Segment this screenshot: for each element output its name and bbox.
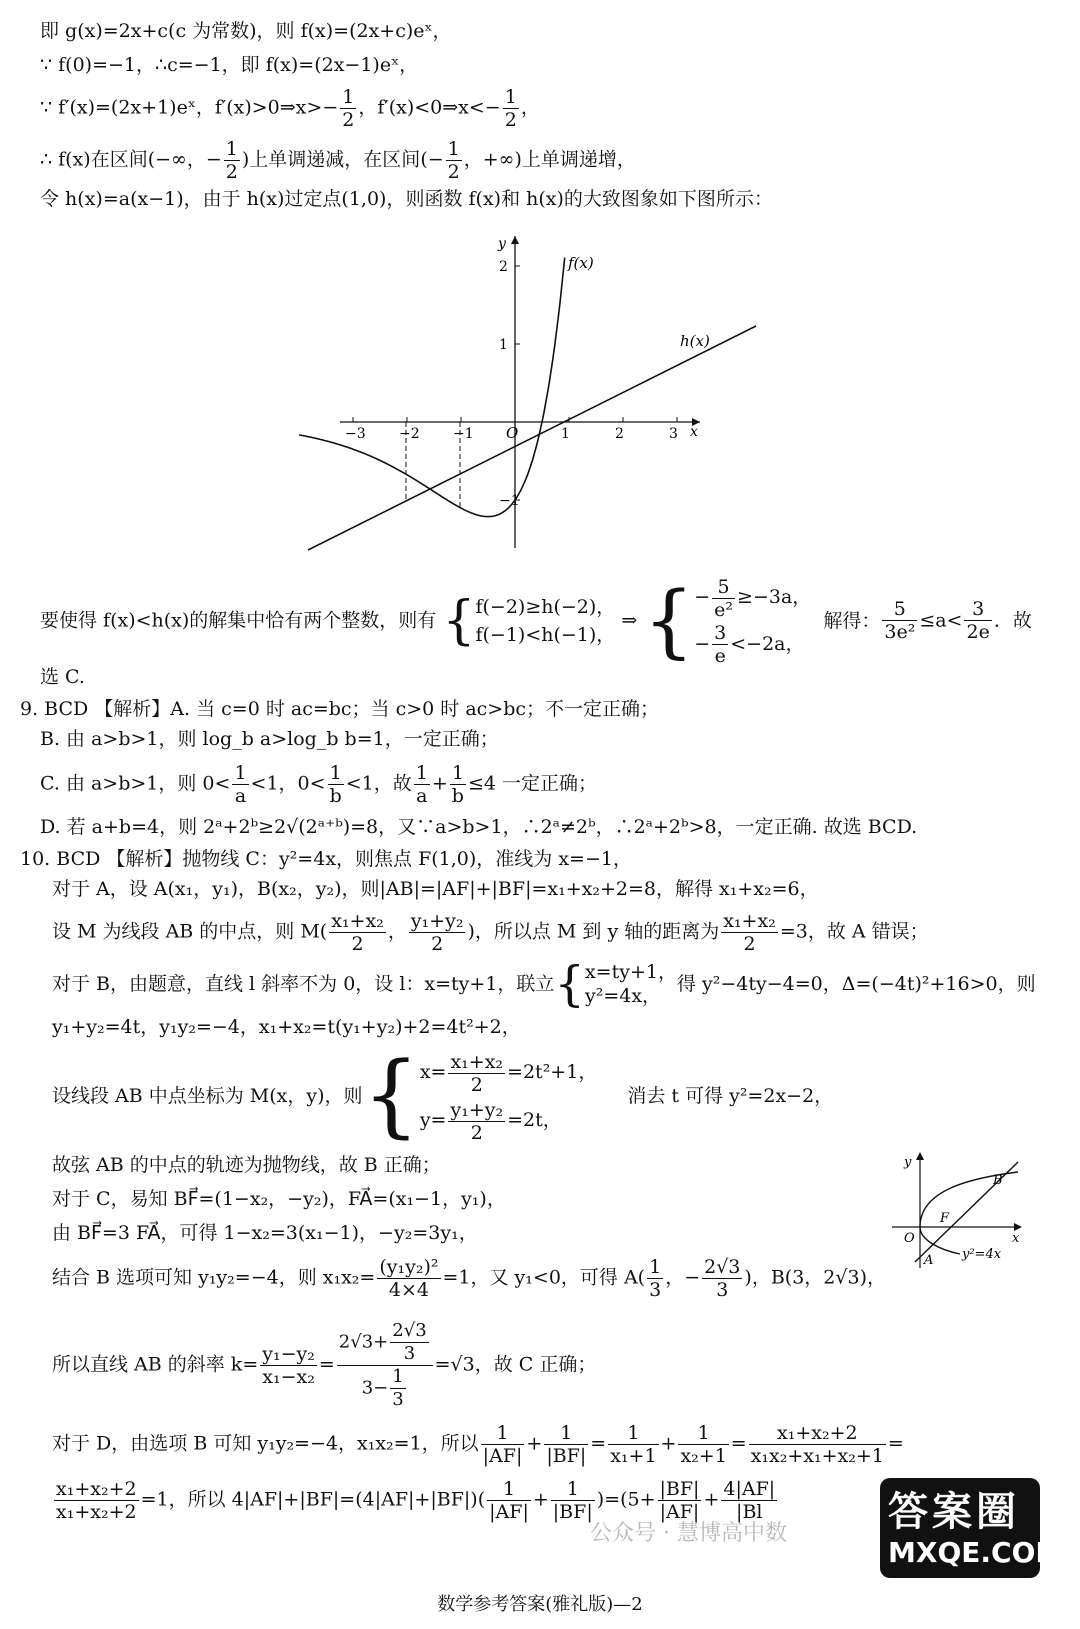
- x-tick-label: 1: [561, 426, 570, 442]
- text: ∵ f′(x)=(2x+1)eˣ，f′(x)>0⇒x>−: [40, 96, 339, 119]
- text-line: 对于 B，由题意，直线 l 斜率不为 0，设 l：x=ty+1，联立{ x=ty+1， y²=4x， 得 y²−4ty−4=0，Δ=(−4t)²+16>0，则: [52, 956, 1036, 1012]
- text-line: 设 M 为线段 AB 的中点，则 M( $\frac{\text{x₁+x₂}}{2}$ ， $\frac{\text{y₁+y₂}}{2}$ )，所以点 M 到 y 轴的距离为 $\frac{\text{x₁+x₂}}{2}$ =3，故 A 错误；: [52, 910, 929, 955]
- parabola-equation: y²=4x: [962, 1247, 1002, 1262]
- point-a-label: A: [924, 1253, 934, 1268]
- text-line: ∴ f(x)在区间(−∞，− $\frac{1}{2}$ )上单调递减，在区间(− $\frac{1}{2}$ ，+∞)上单调递增，: [40, 138, 636, 183]
- x-tick-label: −1: [453, 426, 474, 442]
- x-axis-label: x: [1012, 1231, 1020, 1246]
- watermark-logo: 答案圈 MXQE.COM: [880, 1478, 1060, 1588]
- text-line: C. 由 a>b>1，则 0< $\frac{1}{a}$ <1，0< $\frac{1}{b}$ <1，故 $\frac{1}{a}$ + $\frac{1}{b}$ ≤4 一定正确；: [40, 762, 598, 807]
- text-line: 10. BCD 【解析】抛物线 C：y²=4x，则焦点 F(1,0)，准线为 x=−1，: [20, 848, 632, 870]
- point-b-label: B: [993, 1173, 1003, 1188]
- text-line: D. 若 a+b=4，则 2ᵃ+2ᵇ≥2√(2ᵃ⁺ᵇ)=8，又∵a>b>1，∴2ᵃ≠2ᵇ，∴2ᵃ+2ᵇ>8，一定正确. 故选 BCD.: [40, 816, 918, 838]
- y-tick-label: 1: [499, 337, 508, 353]
- text-line: y₁+y₂=4t，y₁y₂=−4，x₁+x₂=t(y₁+y₂)+2=4t²+2，: [52, 1016, 521, 1038]
- x-axis-label: x: [690, 424, 698, 440]
- f-curve: [299, 258, 565, 517]
- text-line: B. 由 a>b>1，则 log_b a>log_b b=1，一定正确；: [40, 728, 499, 750]
- origin-label: O: [904, 1231, 915, 1246]
- text-line: 对于 C，易知 BF⃗=(1−x₂，−y₂)，FA⃗=(x₁−1，y₁)，: [52, 1188, 506, 1210]
- text-line: 由 BF⃗=3 FA⃗，可得 1−x₂=3(x₁−1)，−y₂=3y₁，: [52, 1222, 478, 1244]
- y-axis-label: y: [904, 1155, 912, 1170]
- x-tick-label: 2: [615, 426, 624, 442]
- text: ，f′(x)<0⇒x<−: [358, 96, 501, 119]
- text-line: 对于 A，设 A(x₁，y₁)，B(x₂，y₂)，则|AB|=|AF|+|BF|=x₁+x₂+2=8，解得 x₁+x₂=6，: [52, 878, 819, 900]
- text-line: 9. BCD 【解析】A. 当 c=0 时 ac=bc；当 c>0 时 ac>bc；不一定正确；: [20, 698, 660, 720]
- function-graph: [280, 228, 760, 558]
- fraction: $\frac{1}{2}$: [504, 86, 517, 131]
- text-line: 结合 B 选项可知 y₁y₂=−4，则 x₁x₂= $\frac{\text{(y₁y₂)²}}{4\times 4}$ =1，又 y₁<0，可得 A( $\frac{1}{3}$ ，− $\frac{2√3}{3}$ )，B(3，2√3)，: [52, 1256, 886, 1301]
- h-line: [308, 326, 756, 550]
- equation-system: − $\frac{5}{\text{e²}}$ ≥−3a， − $\frac{3}{e}$ <−2a，: [694, 575, 812, 667]
- text-line: 要使得 f(x)<h(x)的解集中恰有两个整数，则有 { f(−2)≥h(−2)， f(−1)<h(−1)， ⇒ { − $\frac{5}{\text{e²}}$ ≥−3a， − $\frac{3}{e}$ <−2a， 解得： $\frac{5}{\text{3e²}}$ ≤a< $\frac{3}{2e}$ ．故: [40, 573, 1032, 667]
- parabola-graph: [890, 1150, 1025, 1270]
- text-line: 即 g(x)=2x+c(c 为常数)，则 f(x)=(2x+c)eˣ，: [40, 20, 452, 42]
- text-line: ∵ f(0)=−1，∴c=−1，即 f(x)=(2x−1)eˣ，: [40, 54, 419, 76]
- origin-label: O: [506, 424, 519, 442]
- h-label: h(x): [680, 332, 710, 350]
- point-f-label: F: [940, 1211, 950, 1226]
- fraction: $\frac{1}{2}$: [342, 86, 355, 131]
- y-tick-label: 2: [499, 259, 508, 275]
- y-axis-label: y: [498, 236, 506, 252]
- text-line: $\frac{\text{x₁+x₂+2}}{\text{x₁+x₂+2}}$ =1，所以 4|AF|+|BF|=(4|AF|+|BF|)( $\frac{1}{|AF|}$ + $\frac{1}{|BF|}$ )=(5+ $\frac{|BF|}{|AF|}$ + $\frac{4|AF|}{|Bl}$: [56, 1478, 776, 1523]
- equation-system: f(−2)≥h(−2)， f(−1)<h(−1)，: [475, 595, 616, 646]
- text-line: 所以直线 AB 的斜率 k= $\frac{\text{y₁−y₂}}{\text{x₁−x₂}}$ = 2√3+ $\frac{2√3}{3}$ 3− $\frac{1}{3}$ =√3，故 C 正确；: [52, 1320, 597, 1410]
- text-line: 选 C.: [40, 666, 85, 688]
- text-line: 令 h(x)=a(x−1)，由于 h(x)过定点(1,0)，则函数 f(x)和 h(x)的大致图象如下图所示：: [40, 188, 773, 210]
- text: ，: [520, 96, 540, 119]
- text-line: 设线段 AB 中点坐标为 M(x，y)，则{ x= $\frac{\text{x₁+x₂}}{2}$ =2t²+1， y= $\frac{\text{y₁+y₂}}{2}$ =2t， 消去 t 可得 y²=2x−2，: [52, 1043, 834, 1148]
- text-line: [40, 86, 540, 131]
- text-line: 故弦 AB 的中点的轨迹为抛物线，故 B 正确；: [52, 1154, 441, 1176]
- text-line: 对于 D，由选项 B 可知 y₁y₂=−4，x₁x₂=1，所以 $\frac{1}{|AF|}$ + $\frac{1}{|BF|}$ = $\frac{1}{\text{x₁+1}}$ + $\frac{1}{\text{x₂+1}}$ = $\frac{\text{x₁+x₂+2}}{\text{x₁x₂+x₁+x₂+1}}$ =: [52, 1422, 904, 1467]
- y-tick-label: −1: [499, 493, 520, 509]
- f-label: f(x): [568, 254, 594, 272]
- page-footer: 数学参考答案(雅礼版)—2: [437, 1594, 643, 1615]
- watermark-text: 公众号 · 慧博高中数: [590, 1521, 787, 1546]
- x-tick-label: −2: [399, 426, 420, 442]
- x-tick-label: −3: [345, 426, 366, 442]
- x-tick-label: 3: [669, 426, 678, 442]
